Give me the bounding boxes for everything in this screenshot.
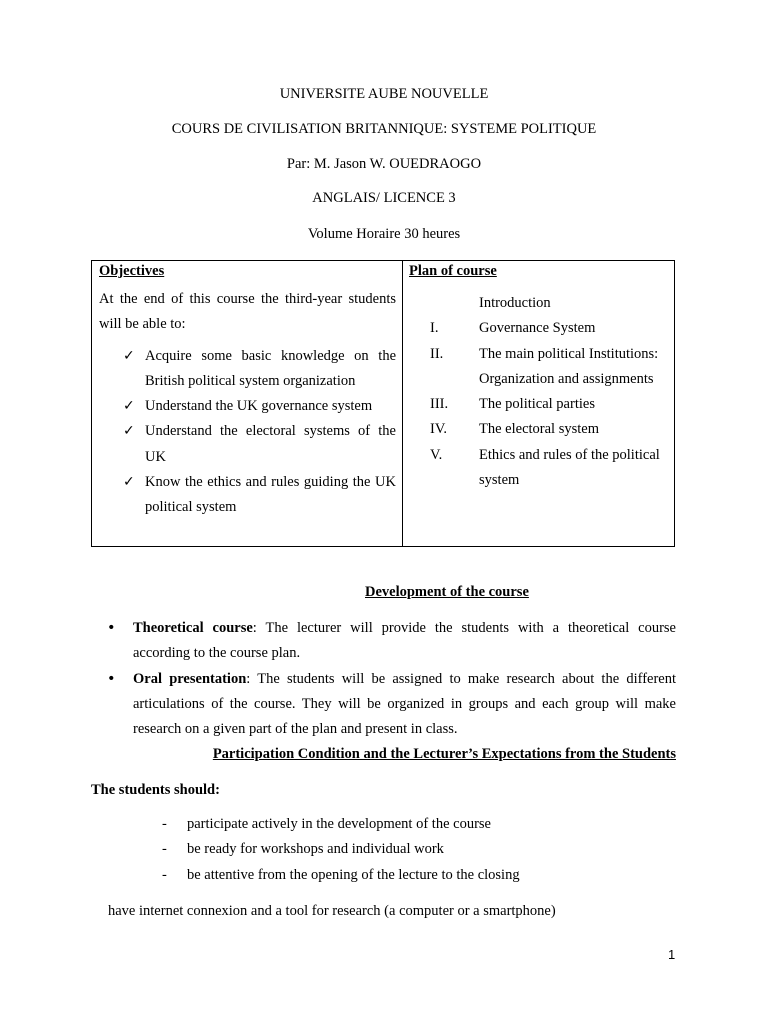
plan-item-number: I. <box>430 320 439 337</box>
expectation-item <box>162 837 520 862</box>
plan-item <box>409 417 671 442</box>
objective-text: Understand the electoral systems of the UK <box>145 423 396 465</box>
plan-item-text: Ethics and rules of the political system <box>479 446 660 489</box>
checkmark-icon: ✓ <box>123 423 135 440</box>
objectives-heading: Objectives <box>99 263 165 279</box>
plan-column <box>409 261 671 493</box>
plan-item-number: III. <box>430 396 449 413</box>
plan-item-text: Governance System <box>479 320 596 337</box>
plan-heading: Plan of course <box>409 263 497 279</box>
checkmark-icon: ✓ <box>123 347 135 364</box>
objective-text: Know the ethics and rules guiding the UK political system <box>145 474 396 516</box>
internet-requirement: have internet connexion and a tool for research (a computer or a smartphone) <box>108 903 556 919</box>
development-term: Oral presentation <box>133 670 247 687</box>
objective-text: Acquire some basic knowledge on the British political system organization <box>145 347 396 389</box>
objective-item <box>99 344 396 395</box>
development-item <box>107 616 676 667</box>
plan-item <box>409 392 671 417</box>
plan-list <box>409 291 671 493</box>
plan-item <box>409 316 671 341</box>
course-author: Par: M. Jason W. OUEDRAOGO <box>286 156 482 172</box>
plan-item-number: IV. <box>430 421 448 438</box>
plan-item <box>409 342 671 393</box>
course-hours: Volume Horaire 30 heures <box>307 226 461 242</box>
checkmark-icon: ✓ <box>123 398 135 415</box>
development-text: : The students will be assigned to make research about the different articulations of the course. They will be organized in groups and each group will make research on a given part of the plan and present in class. <box>133 670 676 738</box>
page-number: 1 <box>668 947 676 962</box>
development-heading: Development of the course <box>365 584 529 600</box>
expectation-text: be ready for workshops and individual work <box>187 841 444 858</box>
table-column-divider <box>402 261 403 546</box>
objectives-column <box>99 261 396 521</box>
plan-item <box>409 443 671 494</box>
dash-marker: - <box>162 841 167 858</box>
expectations-list <box>162 812 520 888</box>
plan-item-text: Introduction <box>479 295 551 311</box>
objective-item <box>99 419 396 470</box>
objectives-list <box>99 344 396 521</box>
course-title: COURS DE CIVILISATION BRITANNIQUE: SYSTEME POLITIQUE <box>171 121 597 137</box>
expectation-item <box>162 863 520 888</box>
development-item <box>107 667 676 743</box>
bullet-icon: • <box>107 670 116 687</box>
expectation-item <box>162 812 520 837</box>
plan-item-number: II. <box>430 345 444 362</box>
dash-marker: - <box>162 816 167 832</box>
university-name: UNIVERSITE AUBE NOUVELLE <box>279 86 489 102</box>
development-list <box>107 616 676 742</box>
plan-item-text: The political parties <box>479 396 595 413</box>
development-term: Theoretical course <box>133 620 253 636</box>
objective-item <box>99 394 396 419</box>
checkmark-icon: ✓ <box>123 474 135 491</box>
students-should-heading: The students should: <box>91 782 220 798</box>
participation-heading: Participation Condition and the Lecturer’s Expectations from the Students <box>212 746 676 762</box>
course-level: ANGLAIS/ LICENCE 3 <box>312 190 456 206</box>
plan-item-text: The main political Institutions: Organization and assignments <box>479 345 659 387</box>
bullet-icon: • <box>107 620 116 636</box>
dash-marker: - <box>162 866 167 883</box>
objectives-plan-table <box>91 260 675 547</box>
expectation-text: participate actively in the development of the course <box>187 816 491 832</box>
plan-item-text: The electoral system <box>479 421 599 438</box>
expectation-text: be attentive from the opening of the lecture to the closing <box>187 866 520 883</box>
objective-item <box>99 470 396 521</box>
development-text: : The lecturer will provide the students with a theoretical course according to the course plan. <box>133 620 676 662</box>
plan-item-number: V. <box>430 446 443 463</box>
objective-text: Understand the UK governance system <box>145 398 373 415</box>
plan-item <box>409 291 671 316</box>
objectives-intro: At the end of this course the third-year students will be able to: <box>99 291 396 333</box>
